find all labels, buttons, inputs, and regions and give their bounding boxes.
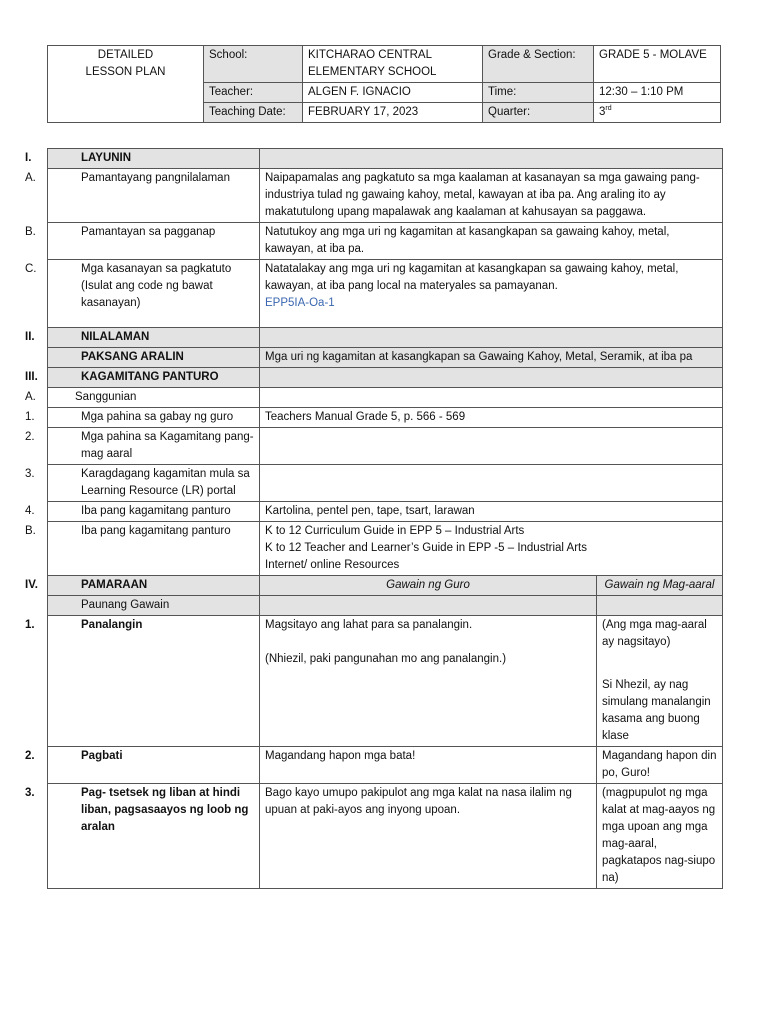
row-text: Natutukoy ang mga uri ng kagamitan at kasangkapan sa gawaing kahoy, metal, kawayan, at iba pa. <box>260 223 723 260</box>
magaaral-text: Magandang hapon din po, Guro! <box>597 747 723 784</box>
row-num: 1. <box>25 619 35 631</box>
resource-line: K to 12 Teacher and Learner’s Guide in EPP -5 – Industrial Arts <box>265 542 587 554</box>
guro-text: Magsitayo ang lahat para sa panalangin. <box>265 619 473 631</box>
row-label: Paunang Gawain <box>48 596 260 616</box>
row-label: Mga pahina sa gabay ng guro <box>81 411 234 423</box>
doc-title <box>48 46 204 123</box>
table-row <box>48 747 723 784</box>
magaaral-text: (magpupulot ng mga kalat at mag-aayos ng mga upoan ang mga mag-aaral, pagkatapos nag-siupo na) <box>597 784 723 889</box>
section-title: KAGAMITANG PANTURO <box>81 371 219 383</box>
grade-label: Grade & Section: <box>483 46 594 83</box>
guro-text: (Nhiezil, paki pangunahan mo ang panalangin.) <box>265 653 507 665</box>
section-num: II. <box>25 331 35 343</box>
col-header-magaaral: Gawain ng Mag-aaral <box>597 576 723 596</box>
row-text: Natatalakay ang mga uri ng kagamitan at kasangkapan sa gawaing kahoy, metal, kawayan, at iba pang local na materyales sa pamayanan. <box>265 263 679 292</box>
row-num: 4. <box>25 505 35 517</box>
section-num: I. <box>25 152 32 164</box>
doc-title-line1: DETAILED <box>97 49 154 61</box>
row-num: A. <box>25 391 36 403</box>
teacher-value: ALGEN F. IGNACIO <box>303 83 483 103</box>
row-label: Iba pang kagamitang panturo <box>81 505 231 517</box>
row-num: 1. <box>25 411 35 423</box>
table-row <box>48 388 723 408</box>
row-num: A. <box>25 172 36 184</box>
section-nilalaman <box>48 328 723 348</box>
table-row <box>48 408 723 428</box>
table-row <box>48 260 723 328</box>
school-label: School: <box>204 46 303 83</box>
magaaral-text: (Ang mga mag-aaral ay nagsitayo) <box>602 619 707 648</box>
resource-line: K to 12 Curriculum Guide in EPP 5 – Industrial Arts <box>265 525 525 537</box>
teacher-label: Teacher: <box>204 83 303 103</box>
row-label: Karagdagang kagamitan mula sa Learning Resource (LR) portal <box>81 468 250 497</box>
section-title: NILALAMAN <box>81 331 150 343</box>
table-row <box>48 784 723 889</box>
table-row <box>48 502 723 522</box>
row-num: 2. <box>25 431 35 443</box>
row-label: PAKSANG ARALIN <box>48 348 260 368</box>
table-row <box>48 169 723 223</box>
row-text: Kartolina, pentel pen, tape, tsart, larawan <box>260 502 723 522</box>
date-label: Teaching Date: <box>204 103 303 123</box>
quarter-label: Quarter: <box>483 103 594 123</box>
grade-value: GRADE 5 - MOLAVE <box>594 46 721 83</box>
row-label: Sanggunian <box>75 391 137 403</box>
row-text: Teachers Manual Grade 5, p. 566 - 569 <box>260 408 723 428</box>
section-title: PAMARAAN <box>81 579 148 591</box>
row-label: Pamantayang pangnilalaman <box>81 172 230 184</box>
header-table <box>47 45 721 123</box>
section-pamaraan <box>48 576 723 596</box>
table-row <box>48 465 723 502</box>
row-label: Iba pang kagamitang panturo <box>81 525 231 537</box>
row-label: Pamantayan sa pagganap <box>81 226 216 238</box>
row-label: Mga pahina sa Kagamitang pang- mag aaral <box>81 431 254 460</box>
quarter-suffix: rd <box>605 105 612 113</box>
row-num: 3. <box>25 787 35 799</box>
resource-line: Internet/ online Resources <box>265 559 400 571</box>
section-num: IV. <box>25 579 39 591</box>
row-label: Panalangin <box>81 619 143 631</box>
section-kagamitan <box>48 368 723 388</box>
row-num: C. <box>25 263 37 275</box>
row-num: B. <box>25 226 36 238</box>
guro-text: Magandang hapon mga bata! <box>260 747 597 784</box>
section-num: III. <box>25 371 38 383</box>
doc-title-line2: LESSON PLAN <box>85 66 166 78</box>
row-label: Mga kasanayan sa pagkatuto (Isulat ang code ng bawat kasanayan) <box>81 263 232 309</box>
table-row <box>48 596 723 616</box>
table-row <box>48 428 723 465</box>
table-row <box>48 348 723 368</box>
table-row <box>48 616 723 747</box>
quarter-value <box>594 103 721 123</box>
lesson-table <box>25 148 723 889</box>
row-label: Pagbati <box>81 750 123 762</box>
guro-text: Bago kayo umupo pakipulot ang mga kalat na nasa ilalim ng upuan at paki-ayos ang inyong upoan. <box>260 784 597 889</box>
row-text: Naipapamalas ang pagkatuto sa mga kaalaman at kasanayan sa mga gawaing pang-industriya tulad ng gawaing kahoy, metal, kawayan at iba pa. Ang araling ito ay makatutulong upang mapalawak ang kaalaman at kahusayan sa paggawa. <box>260 169 723 223</box>
row-num: B. <box>25 525 36 537</box>
magaaral-text: Si Nhezil, ay nag simulang manalangin kasama ang buong klase <box>602 679 711 742</box>
date-value: FEBRUARY 17, 2023 <box>303 103 483 123</box>
table-row <box>48 223 723 260</box>
row-num: 3. <box>25 468 35 480</box>
section-layunin <box>48 149 723 169</box>
col-header-guro: Gawain ng Guro <box>260 576 597 596</box>
time-value: 12:30 – 1:10 PM <box>594 83 721 103</box>
table-row <box>48 522 723 576</box>
competency-code-link[interactable]: EPP5IA-Oa-1 <box>265 297 335 309</box>
row-text: Mga uri ng kagamitan at kasangkapan sa Gawaing Kahoy, Metal, Seramik, at iba pa <box>260 348 723 368</box>
time-label: Time: <box>483 83 594 103</box>
quarter-number: 3 <box>599 106 606 118</box>
row-label: Pag- tsetsek ng liban at hindi liban, pagsasaayos ng loob ng aralan <box>81 787 249 833</box>
section-title: LAYUNIN <box>81 152 132 164</box>
school-value: KITCHARAO CENTRAL ELEMENTARY SCHOOL <box>303 46 483 83</box>
row-num: 2. <box>25 750 35 762</box>
